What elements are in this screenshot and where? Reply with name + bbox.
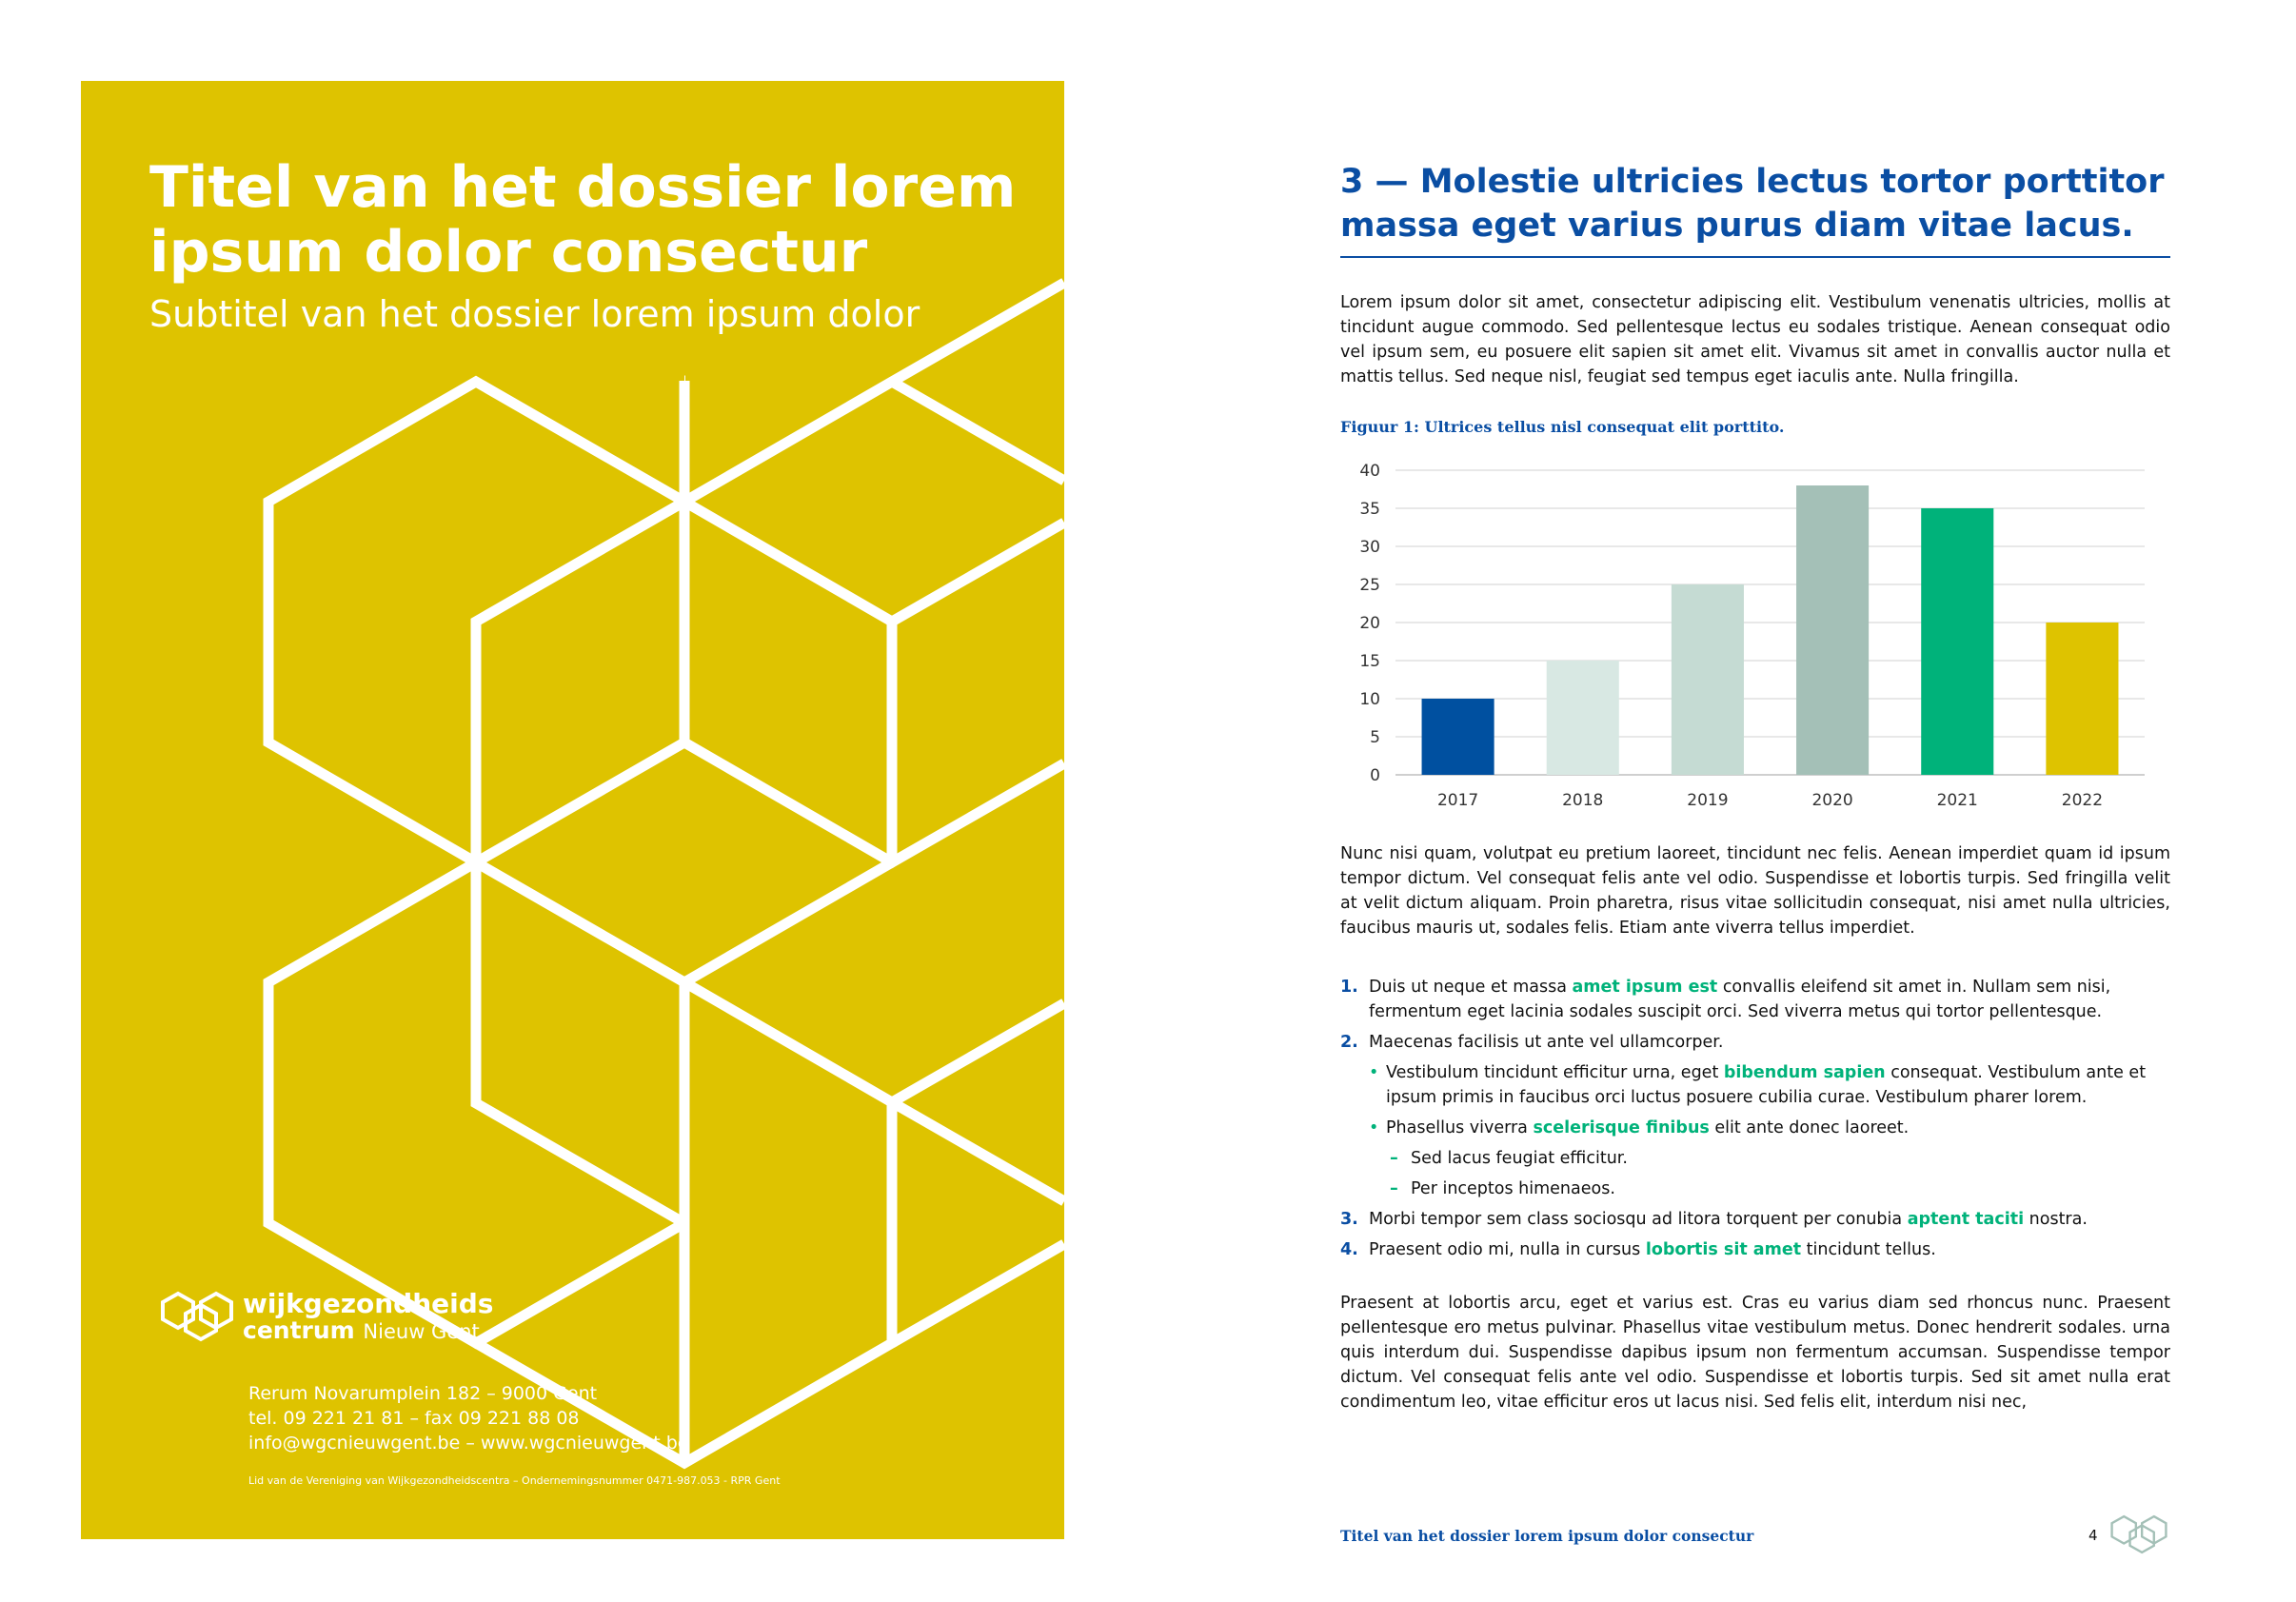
y-tick-label: 5 <box>1370 728 1380 747</box>
y-tick-label: 25 <box>1359 576 1380 595</box>
list-text: consequat. Vestibulum ante et ipsum primis in faucibus orci luctus posuere cubilia curae. Vestibulum pharer lorem. <box>1386 1063 2147 1107</box>
list-subitem <box>1340 1116 2170 1140</box>
body-paragraph-1: Lorem ipsum dolor sit amet, consectetur adipiscing elit. Vestibulum venenatis ultricies, mollis at tincidunt augue commodo. Sed pellentesque lectus eu sodales tristique. Aenean consequat odio vel ipsum sem, eu posuere elit sapien sit amet elit. Vivamus sit amet in convallis auctor nulla et mattis tellus. Sed neque nisl, feugiat sed tempus eget iaculis ante. Nulla fringilla. <box>1340 293 2170 386</box>
cover-page <box>81 81 1064 1539</box>
cover-title: Titel van het dossier lorem ipsum dolor consectur <box>149 154 1017 286</box>
highlight-text: scelerisque finibus <box>1533 1118 1710 1137</box>
logo-line3: Nieuw Gent <box>363 1320 480 1343</box>
membership-line: Lid van de Vereniging van Wijkgezondheidscentra – Ondernemingsnummer 0471-987.053 - RPR Gent <box>248 1474 781 1487</box>
x-tick-label: 2022 <box>2061 791 2104 810</box>
bar-2022 <box>2046 623 2118 775</box>
list-subsubitem <box>1340 1177 2170 1201</box>
x-tick-label: 2017 <box>1436 791 1479 810</box>
x-tick-label: 2021 <box>1936 791 1978 810</box>
ordered-list <box>1340 975 2170 1262</box>
bar-2019 <box>1672 584 1744 775</box>
phone-line: tel. 09 221 21 81 – fax 09 221 88 08 <box>248 1408 580 1429</box>
list-subitem <box>1340 1060 2170 1110</box>
body-paragraph-3: Praesent at lobortis arcu, eget et varius est. Cras eu varius diam sed rhoncus nunc. Praesent pellentesque ero metus pulvinar. Phasellus vitae vestibulum metus. Donec hendrerit sodales. urna quis interdum dui. Suspendisse dapibus ipsum non fermentum accumsan. Suspendisse tempor dictum. Vel consequat felis ante vel odio. Suspendisse et lobortis turpis. Sed sit amet nulla erat condimentum leo, vitae efficitur eros ut lacus nisi. Sed felis elit, interdum nisi nec, <box>1340 1294 2170 1412</box>
y-tick-label: 40 <box>1359 462 1380 481</box>
list-marker: 3. <box>1340 1210 1358 1229</box>
hexagon-cluster-icon <box>161 1290 233 1343</box>
bar-2021 <box>1921 508 1993 775</box>
cover-subtitle: Subtitel van het dossier lorem ipsum dolor <box>149 293 920 335</box>
y-tick-label: 10 <box>1359 690 1380 709</box>
list-item <box>1340 1237 2170 1262</box>
list-subsubitem <box>1340 1146 2170 1171</box>
list-text: Duis ut neque et massa <box>1369 978 1573 997</box>
highlight-text: aptent taciti <box>1907 1210 2025 1229</box>
bar-2020 <box>1796 485 1869 775</box>
y-tick-label: 15 <box>1359 652 1380 671</box>
list-text: Vestibulum tincidunt efficitur urna, eget <box>1386 1063 1724 1082</box>
section-heading: 3 — Molestie ultricies lectus tortor porttitor massa eget varius purus diam vitae lacus. <box>1340 160 2170 258</box>
body-paragraph-2: Nunc nisi quam, volutpat eu pretium laoreet, tincidunt nec felis. Aenean imperdiet quam id ipsum tempor dictum. Vel consequat felis ante vel odio. Suspendisse et lobortis turpis. Sed fringilla velit at velit dictum aliquam. Proin pharetra, risus vitae sollicitudin consequat, nisi amet nulla ultricies, faucibus mauris ut, sodales felis. Etiam ante viverra tellus imperdiet. <box>1340 844 2170 938</box>
bar-2017 <box>1422 699 1494 775</box>
list-item <box>1340 1207 2170 1232</box>
x-tick-label: 2020 <box>1811 791 1853 810</box>
bar-chart-svg <box>1340 440 2170 821</box>
y-tick-label: 30 <box>1359 538 1380 557</box>
y-tick-label: 20 <box>1359 614 1380 633</box>
y-tick-label: 0 <box>1370 766 1380 785</box>
list-text: nostra. <box>2024 1210 2088 1229</box>
highlight-text: bibendum sapien <box>1723 1063 1886 1082</box>
list-marker: 4. <box>1340 1240 1358 1259</box>
page-number: 4 <box>2088 1527 2098 1544</box>
list-text: tincidunt tellus. <box>1801 1240 1936 1259</box>
list-item <box>1340 975 2170 1024</box>
list-text: Phasellus viverra <box>1386 1118 1534 1137</box>
list-text: Sed lacus feugiat efficitur. <box>1411 1149 1628 1168</box>
address-line: Rerum Novarumplein 182 – 9000 Gent <box>248 1383 598 1404</box>
bullet-marker: • <box>1369 1118 1379 1137</box>
list-item <box>1340 1030 2170 1055</box>
hexagon-cluster-icon <box>2110 1512 2167 1557</box>
footer-title: Titel van het dossier lorem ipsum dolor consectur <box>1340 1527 1754 1545</box>
contact-address <box>248 1381 688 1455</box>
list-text: Per inceptos himenaeos. <box>1411 1179 1615 1198</box>
bar-2018 <box>1547 661 1619 775</box>
highlight-text: lobortis sit amet <box>1645 1240 1802 1259</box>
x-tick-label: 2018 <box>1562 791 1604 810</box>
bar-chart <box>1340 440 2170 821</box>
list-marker: 2. <box>1340 1033 1358 1052</box>
logo-line2: centrum <box>243 1316 355 1344</box>
bullet-marker: • <box>1369 1063 1379 1082</box>
y-tick-label: 35 <box>1359 500 1380 519</box>
highlight-text: amet ipsum est <box>1572 978 1718 997</box>
figure-caption: Figuur 1: Ultrices tellus nisl consequat elit porttito. <box>1340 418 1785 436</box>
list-marker: 1. <box>1340 978 1358 997</box>
x-tick-label: 2019 <box>1687 791 1729 810</box>
list-text: Morbi tempor sem class sociosqu ad litora torquent per conubia <box>1369 1210 1908 1229</box>
list-text: elit ante donec laoreet. <box>1709 1118 1910 1137</box>
list-text: Praesent odio mi, nulla in cursus <box>1369 1240 1646 1259</box>
list-text: Maecenas facilisis ut ante vel ullamcorper. <box>1369 1033 1724 1052</box>
web-line: info@wgcnieuwgent.be – www.wgcnieuwgent.be <box>248 1433 689 1454</box>
dash-marker: – <box>1390 1149 1398 1168</box>
list-text: convallis eleifend sit amet in. Nullam sem nisi, fermentum eget lacinia sodales suscipit orci. Sed viverra metus qui tortor pellentesque. <box>1369 978 2111 1021</box>
logo-wordmark <box>243 1290 493 1344</box>
content-page <box>1340 160 2170 1414</box>
logo-line1: wijkgezondheids <box>243 1288 494 1319</box>
dash-marker: – <box>1390 1179 1398 1198</box>
organization-logo <box>161 1288 494 1347</box>
